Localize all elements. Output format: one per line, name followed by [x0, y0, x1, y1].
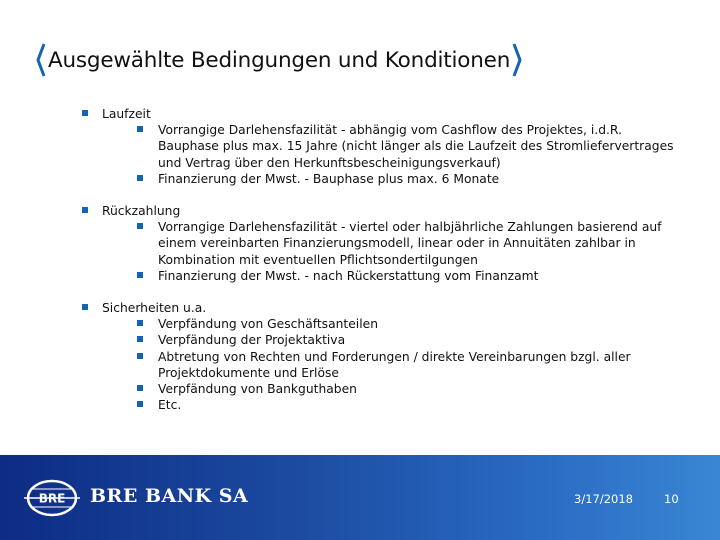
bullet-icon	[137, 272, 143, 278]
list-item-text: Verpfändung der Projektaktiva	[158, 333, 346, 348]
slide-date: 3/17/2018	[574, 492, 633, 506]
page-number: 10	[664, 492, 679, 506]
list-item-text: Etc.	[158, 398, 182, 413]
bullet-icon	[137, 401, 143, 407]
list-item-text: Verpfändung von Bankguthaben	[158, 382, 357, 397]
bullet-icon	[137, 353, 143, 359]
footer-bar	[0, 455, 720, 540]
bullet-icon	[137, 336, 143, 342]
section-heading: Laufzeit	[102, 107, 151, 121]
bullet-icon	[137, 175, 143, 181]
list-item	[102, 381, 682, 397]
left-chevron-icon	[36, 42, 46, 78]
list-item-text: Abtretung von Rechten und Forderungen / direkte Vereinbarungen bzgl. aller Projektdokumente und Erlöse	[158, 349, 631, 380]
list-item	[102, 397, 682, 413]
list-item	[102, 171, 682, 187]
bullet-icon	[137, 320, 143, 326]
bullet-icon	[137, 385, 143, 391]
list-item	[102, 219, 682, 268]
section-sicherheiten	[82, 300, 682, 413]
bullet-icon	[137, 126, 143, 132]
list-item	[102, 268, 682, 284]
list-item-text: Verpfändung von Geschäftsanteilen	[158, 317, 378, 332]
list-item	[102, 316, 682, 332]
list-item-text: Vorrangige Darlehensfazilität - viertel oder halbjährliche Zahlungen basierend auf einem vereinbarten Finanzierungsmodell, linear oder in Annuitäten zahlbar in Kombination mit eventuellen Pflichtsondertilgungen	[158, 220, 662, 267]
bre-logo-icon	[24, 478, 80, 518]
list-item-text: Finanzierung der Mwst. - Bauphase plus max. 6 Monate	[158, 171, 500, 186]
title-row	[36, 40, 522, 80]
bullet-content	[82, 106, 682, 419]
bullet-icon	[137, 223, 143, 229]
right-chevron-icon	[512, 42, 522, 78]
slide-title: Ausgewählte Bedingungen und Konditionen	[48, 47, 511, 73]
list-item	[102, 122, 682, 171]
list-item	[102, 349, 682, 381]
brand-name: BRE BANK SA	[90, 485, 249, 507]
list-item	[102, 332, 682, 348]
section-laufzeit	[82, 106, 682, 187]
section-heading: Rückzahlung	[102, 204, 181, 219]
svg-text:BRE: BRE	[38, 491, 66, 506]
section-rueckzahlung	[82, 203, 682, 284]
bullet-icon	[82, 207, 88, 213]
section-heading: Sicherheiten u.a.	[102, 301, 207, 316]
bullet-icon	[82, 304, 88, 310]
list-item-text: Finanzierung der Mwst. - nach Rückerstattung vom Finanzamt	[158, 268, 539, 283]
bullet-icon	[82, 110, 88, 116]
list-item-text: Vorrangige Darlehensfazilität - abhängig vom Cashflow des Projektes, i.d.R. Bauphase plus max. 15 Jahre (nicht länger als die Laufzeit des Stromliefervertrages und Vertrag über den Herkunftsbescheinigungsverkauf)	[158, 123, 674, 170]
